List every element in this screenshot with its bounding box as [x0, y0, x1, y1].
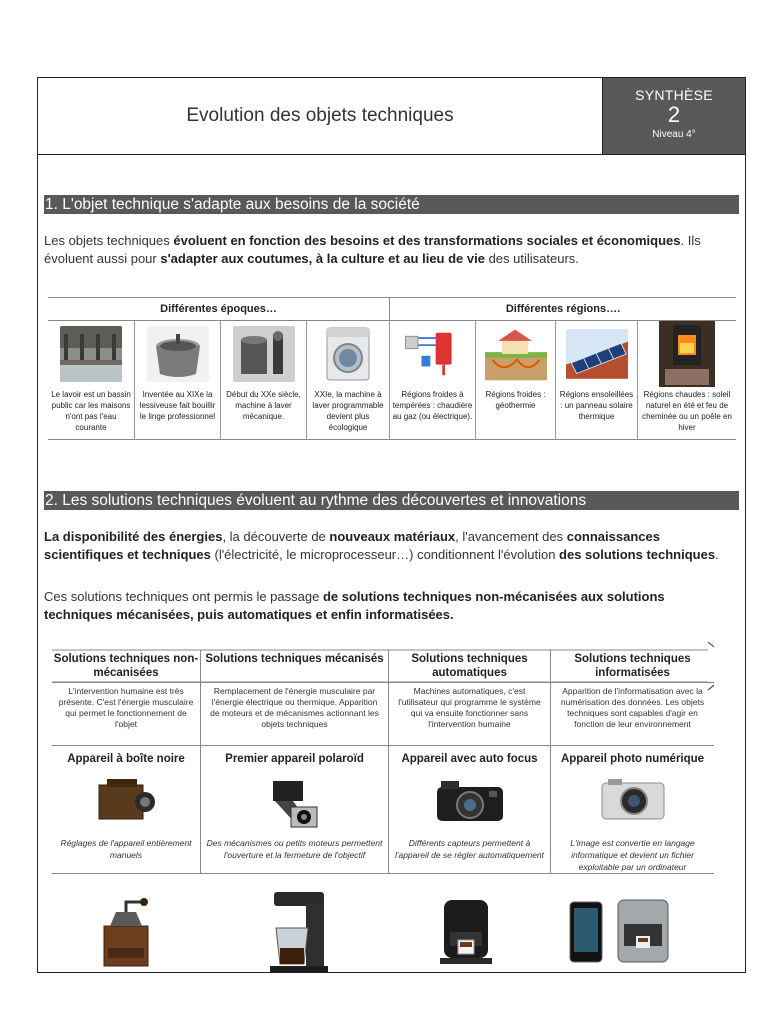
- device-note: Réglages de l'appareil entièrement manuels: [60, 838, 192, 860]
- solution-column: [52, 650, 200, 874]
- text-run: des utilisateurs.: [484, 250, 579, 266]
- table-cell: [307, 321, 390, 440]
- badge-level: Niveau 4°: [652, 129, 696, 140]
- solution-column: [551, 650, 714, 874]
- cell-caption: Inventée au XIXe la lessiveuse fait bouillir le linge professionnel: [139, 390, 216, 421]
- section2-heading: 2. Les solutions techniques évoluent au rythme des découvertes et innovations: [44, 491, 739, 510]
- text-run: , la découverte de: [222, 529, 330, 544]
- page-title: Evolution des objets techniques: [186, 105, 454, 126]
- synthesis-sheet: [37, 77, 746, 973]
- section1-paragraph: [44, 232, 734, 267]
- device-note: Différents capteurs permettent à l'appareil de se régler automatiquement: [394, 838, 545, 860]
- column-description: Remplacement de l'énergie musculaire par l'énergie électrique ou thermique. Apparition de moteurs et de mécanismes actionnant les objets techniques: [201, 684, 388, 746]
- table-cell: [476, 321, 556, 440]
- table-cell: [221, 321, 307, 440]
- coffee-grinder-photo-icon: [96, 898, 156, 970]
- device-name: Appareil photo numérique: [560, 753, 705, 765]
- cell-caption: Début du XXe siècle, machine à laver mécanique.: [226, 390, 301, 421]
- bold-text-run: évoluent en fonction des besoins et des transformations sociales et économiques: [173, 233, 681, 248]
- text-run: . Ils évoluent aussi pour: [44, 233, 701, 266]
- device-note: Des mécanismes ou petits moteurs permettent l'ouverture et la fermeture de l'objectif: [206, 838, 383, 860]
- bold-text-run: des solutions techniques: [559, 546, 716, 562]
- bold-text-run: s'adapter aux coutumes, à la culture et au lieu de vie: [160, 250, 485, 266]
- column-description: Machines automatiques, c'est l'utilisateur qui programme le système qui va ensuite fonctionner sans l'intervention humaine: [389, 684, 550, 746]
- boiler-diagram-icon: [402, 326, 464, 382]
- badge-label: SYNTHÈSE: [635, 87, 713, 103]
- section2-paragraph-1: [44, 528, 734, 563]
- table-cell: [390, 321, 476, 440]
- polaroid-camera-photo-icon: [265, 777, 325, 833]
- eras-regions-table: [48, 297, 736, 440]
- cell-caption: Régions froides : géothermie: [485, 390, 546, 410]
- lavoir-photo-icon: [60, 326, 122, 382]
- machine-mecanique-photo-icon: [233, 326, 295, 382]
- column-description: L'intervention humaine est très présente. C'est l'énergie musculaire qui permet le fonctionnement de l'objet: [52, 684, 200, 746]
- device-name: Appareil avec auto focus: [401, 753, 538, 765]
- column-description: Apparition de l'informatisation avec la numérisation des données. Les objets techniques sont capables d'agir en fonction de leur environnement: [551, 684, 714, 746]
- cell-caption: Régions chaudes : soleil naturel en été et feu de cheminée ou un poêle en hiver: [642, 390, 732, 432]
- badge-number: 2: [667, 102, 681, 127]
- solar-panel-roof-icon: [566, 326, 628, 382]
- wood-stove-photo-icon: [656, 321, 718, 387]
- geothermal-house-icon: [485, 326, 547, 382]
- text-run: (l'électricité, le microprocesseur…) conditionnent l'évolution: [210, 546, 560, 562]
- bold-text-run: nouveaux matériaux: [329, 529, 456, 544]
- device-note: L'image est convertie en langage informatique et devient un fichier exploitable par un ordinateur: [570, 838, 695, 872]
- table-cell: [48, 321, 135, 440]
- cell-caption: Régions ensoleillées : un panneau solaire thermique: [559, 390, 634, 421]
- cell-caption: Le lavoir est un bassin public car les maisons n'ont pas l'eau courante: [51, 390, 131, 432]
- bold-text-run: La disponibilité des énergies: [44, 529, 223, 544]
- text-run: , l'avancement des: [455, 529, 567, 544]
- cell-caption: XXIe, la machine à laver programmable devient plus écologique: [312, 390, 384, 432]
- connected-espresso-machine-photo-icon: [566, 896, 676, 968]
- sheet-header: [38, 78, 745, 155]
- cell-caption: Régions froides à tempérées : chaudière au gaz (ou électrique).: [392, 390, 473, 421]
- column-heading: Solutions techniques automatiques: [389, 650, 550, 683]
- capsule-espresso-machine-photo-icon: [436, 896, 496, 966]
- bold-text-run: connaissances scientifiques et techniques: [44, 529, 660, 562]
- solution-column: [389, 650, 550, 874]
- text-run: .: [715, 546, 719, 562]
- digital-camera-photo-icon: [598, 777, 668, 823]
- table-head-regions: Différentes régions….: [390, 298, 736, 321]
- table-cell: [556, 321, 638, 440]
- device-name: Appareil à boîte noire: [67, 753, 185, 765]
- synthesis-badge: [602, 78, 745, 154]
- text-run: Les objets techniques: [44, 233, 174, 248]
- table-cell: [638, 321, 736, 440]
- box-camera-photo-icon: [93, 777, 159, 827]
- column-heading: Solutions techniques non-mécanisées: [52, 650, 200, 683]
- column-heading: Solutions techniques informatisées: [551, 650, 714, 683]
- lessiveuse-photo-icon: [147, 326, 209, 382]
- text-run: Ces solutions techniques ont permis le passage: [44, 589, 323, 604]
- table-head-eras: Différentes époques…: [48, 298, 390, 321]
- device-name: Premier appareil polaroïd: [225, 753, 364, 765]
- table-cell: [135, 321, 221, 440]
- washing-machine-photo-icon: [317, 326, 379, 382]
- bold-text-run: de solutions techniques non-mécanisées aux solutions techniques mécanisées, puis automatiques et enfin informatisées.: [44, 589, 665, 622]
- section2-paragraph-2: [44, 588, 734, 623]
- column-heading: Solutions techniques mécanisés: [201, 650, 388, 683]
- solution-column: [201, 650, 388, 874]
- drip-coffee-maker-photo-icon: [266, 890, 332, 972]
- section1-heading: 1. L'objet technique s'adapte aux besoins de la société: [44, 195, 739, 214]
- autofocus-camera-photo-icon: [435, 777, 505, 825]
